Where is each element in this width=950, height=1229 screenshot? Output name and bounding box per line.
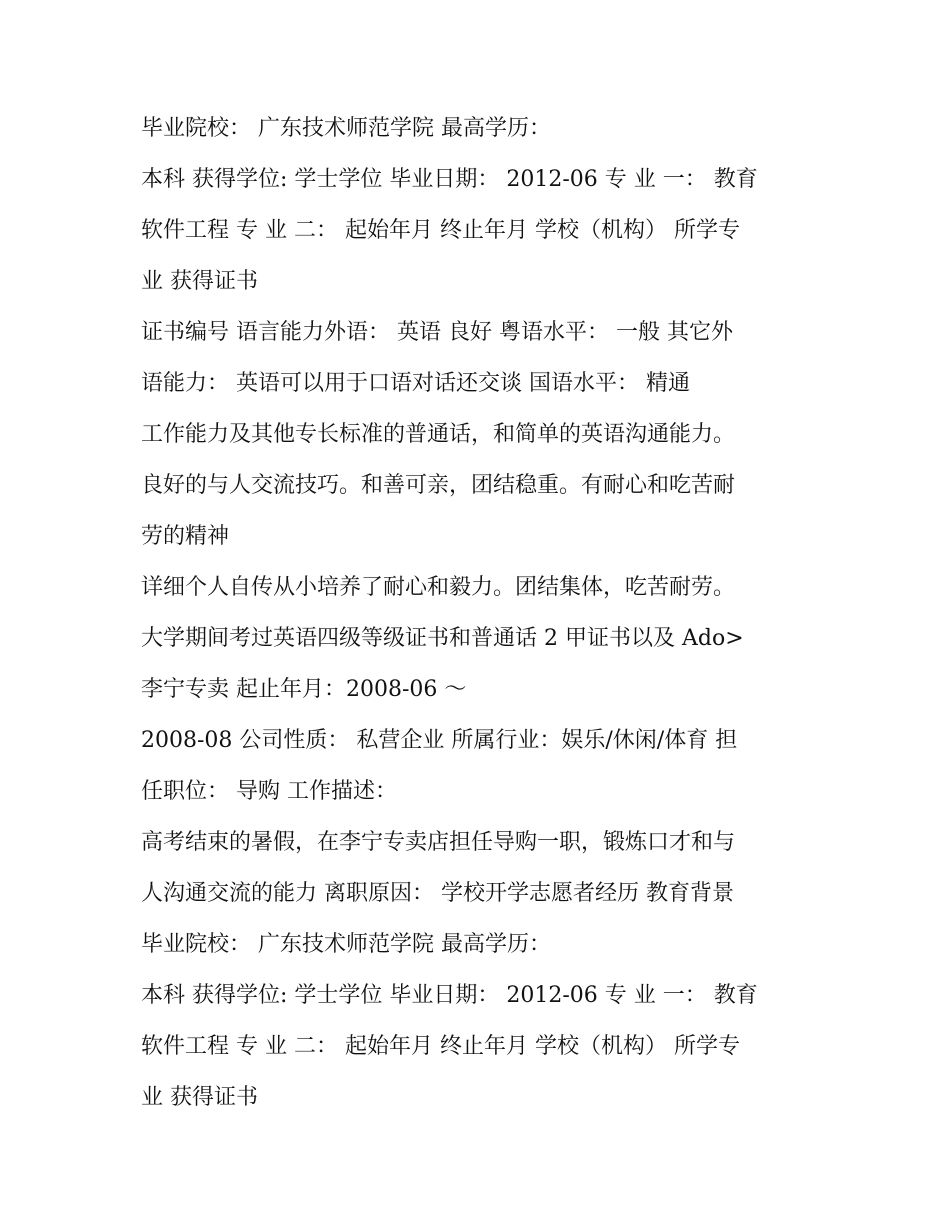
text-line: 证书编号 语言能力外语： 英语 良好 粤语水平： 一般 其它外 [141, 320, 733, 345]
text-line: 劳的精神 [141, 524, 230, 549]
text-line: 业 获得证书 [141, 269, 258, 294]
text-line: 毕业院校： 广东技术师范学院 最高学历： [141, 932, 551, 957]
document-body [141, 103, 821, 1123]
text-line: 软件工程 专 业 二： 起始年月 终止年月 学校（机构） 所学专 [141, 1034, 740, 1059]
text-line: 本科 获得学位: 学士学位 毕业日期： 2012-06 专 业 一： 教育 [141, 983, 758, 1008]
text-line: 任职位： 导购 工作描述： [141, 779, 397, 804]
text-line: 毕业院校： 广东技术师范学院 最高学历： [141, 116, 551, 141]
text-line: 2008-08 公司性质： 私营企业 所属行业：娱乐/休闲/体育 担 [141, 728, 738, 753]
text-line: 业 获得证书 [141, 1085, 258, 1110]
text-line: 大学期间考过英语四级等级证书和普通话 2 甲证书以及 Ado> [141, 626, 744, 651]
text-line: 高考结束的暑假，在李宁专卖店担任导购一职，锻炼口才和与 [141, 830, 736, 855]
text-line: 李宁专卖 起止年月：2008-06 ～ [141, 677, 467, 702]
text-line: 人沟通交流的能力 离职原因： 学校开学志愿者经历 教育背景 [141, 881, 734, 906]
text-line: 详细个人自传从小培养了耐心和毅力。团结集体，吃苦耐劳。 [141, 575, 736, 600]
text-line: 本科 获得学位: 学士学位 毕业日期： 2012-06 专 业 一： 教育 [141, 167, 758, 192]
text-line: 良好的与人交流技巧。和善可亲，团结稳重。有耐心和吃苦耐 [141, 473, 736, 498]
text-line: 软件工程 专 业 二： 起始年月 终止年月 学校（机构） 所学专 [141, 218, 740, 243]
text-line: 工作能力及其他专长标准的普通话，和简单的英语沟通能力。 [141, 422, 736, 447]
text-line: 语能力： 英语可以用于口语对话还交谈 国语水平： 精通 [141, 371, 690, 396]
